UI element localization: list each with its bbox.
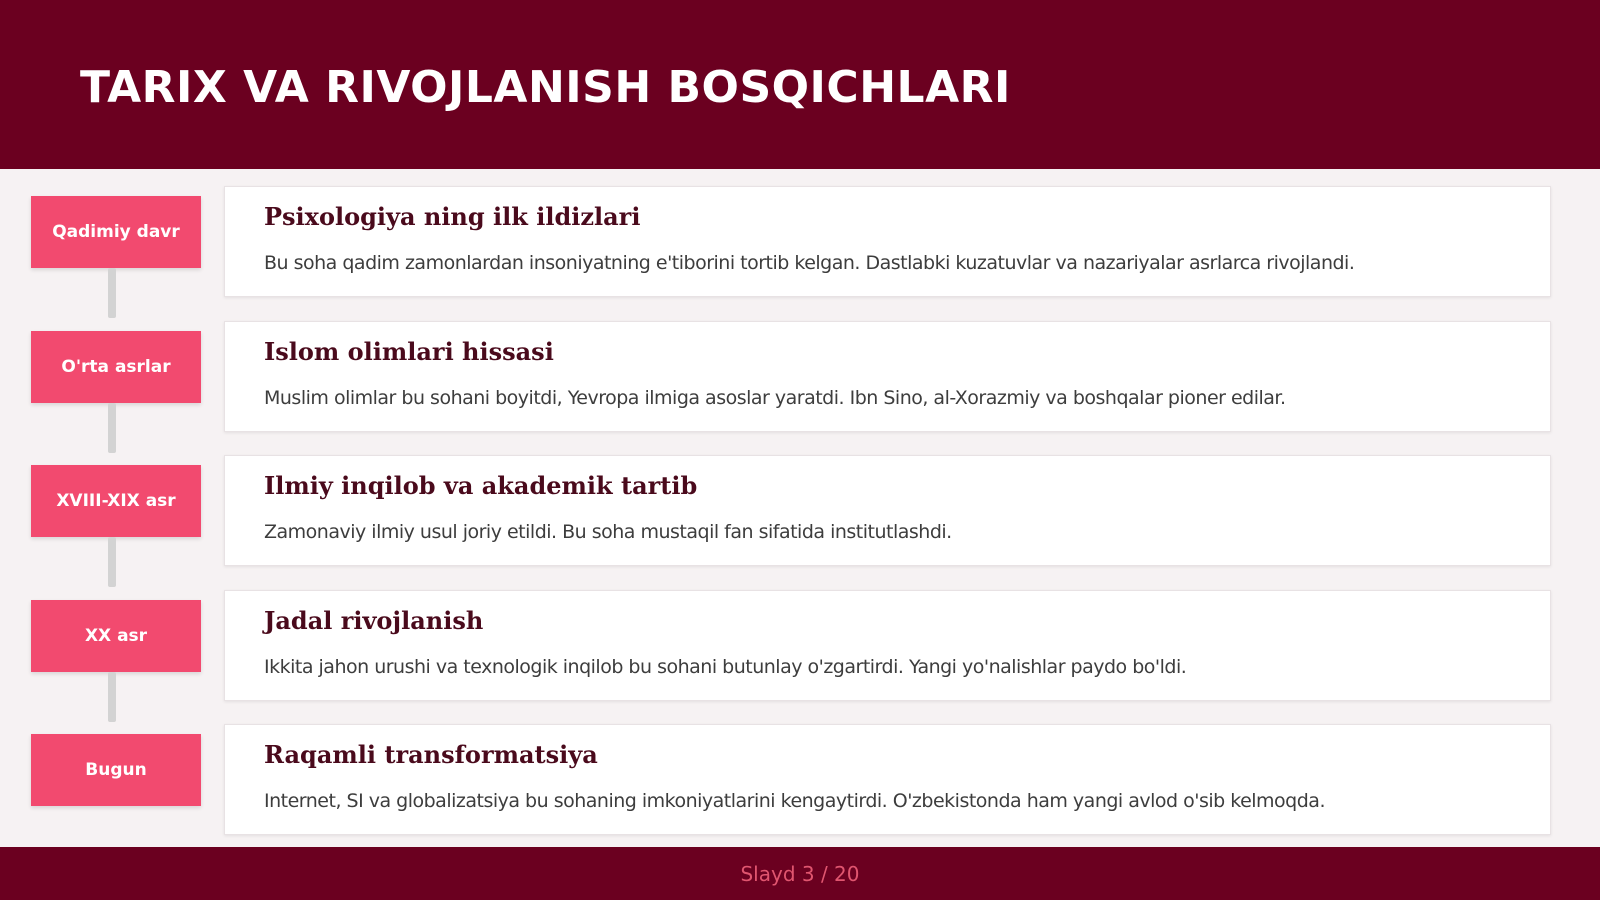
card-description: Ikkita jahon urushi va texnologik inqilob bu sohani butunlay o'zgartirdi. Yangi yo'nalishlar paydo bo'ldi.: [264, 656, 1187, 678]
slide-footer: [0, 847, 1600, 900]
timeline-row: [0, 707, 1600, 821]
slide-header: [0, 0, 1600, 169]
period-badge: XVIII-XIX asr: [31, 465, 201, 537]
timeline-row: [0, 169, 1600, 283]
card-title: Jadal rivojlanish: [264, 606, 484, 635]
timeline-row: [0, 573, 1600, 687]
timeline: [0, 169, 1600, 847]
card-title: Islom olimlari hissasi: [264, 337, 554, 366]
card-description: Internet, SI va globalizatsiya bu sohaning imkoniyatlarini kengaytirdi. O'zbekistonda ham yangi avlod o'sib kelmoqda.: [264, 790, 1325, 812]
card-title: Raqamli transformatsiya: [264, 740, 598, 769]
card-description: Bu soha qadim zamonlardan insoniyatning e'tiborini tortib kelgan. Dastlabki kuzatuvlar va nazariyalar asrlarca rivojlandi.: [264, 252, 1355, 274]
period-badge: O'rta asrlar: [31, 331, 201, 403]
timeline-row: [0, 438, 1600, 552]
period-badge: XX asr: [31, 600, 201, 672]
slide-number: Slayd 3 / 20: [740, 861, 860, 886]
card-description: Zamonaviy ilmiy usul joriy etildi. Bu soha mustaqil fan sifatida institutlashdi.: [264, 521, 952, 543]
timeline-card: [224, 724, 1551, 835]
period-badge: Qadimiy davr: [31, 196, 201, 268]
card-title: Psixologiya ning ilk ildizlari: [264, 202, 641, 231]
timeline-row: [0, 304, 1600, 418]
timeline-card: [224, 455, 1551, 566]
timeline-card: [224, 321, 1551, 432]
timeline-card: [224, 590, 1551, 701]
timeline-card: [224, 186, 1551, 297]
card-description: Muslim olimlar bu sohani boyitdi, Yevropa ilmiga asoslar yaratdi. Ibn Sino, al-Xorazmiy va boshqalar pioner edilar.: [264, 387, 1286, 409]
slide-title: TARIX VA RIVOJLANISH BOSQICHLARI: [80, 62, 1011, 113]
card-title: Ilmiy inqilob va akademik tartib: [264, 471, 698, 500]
period-badge: Bugun: [31, 734, 201, 806]
